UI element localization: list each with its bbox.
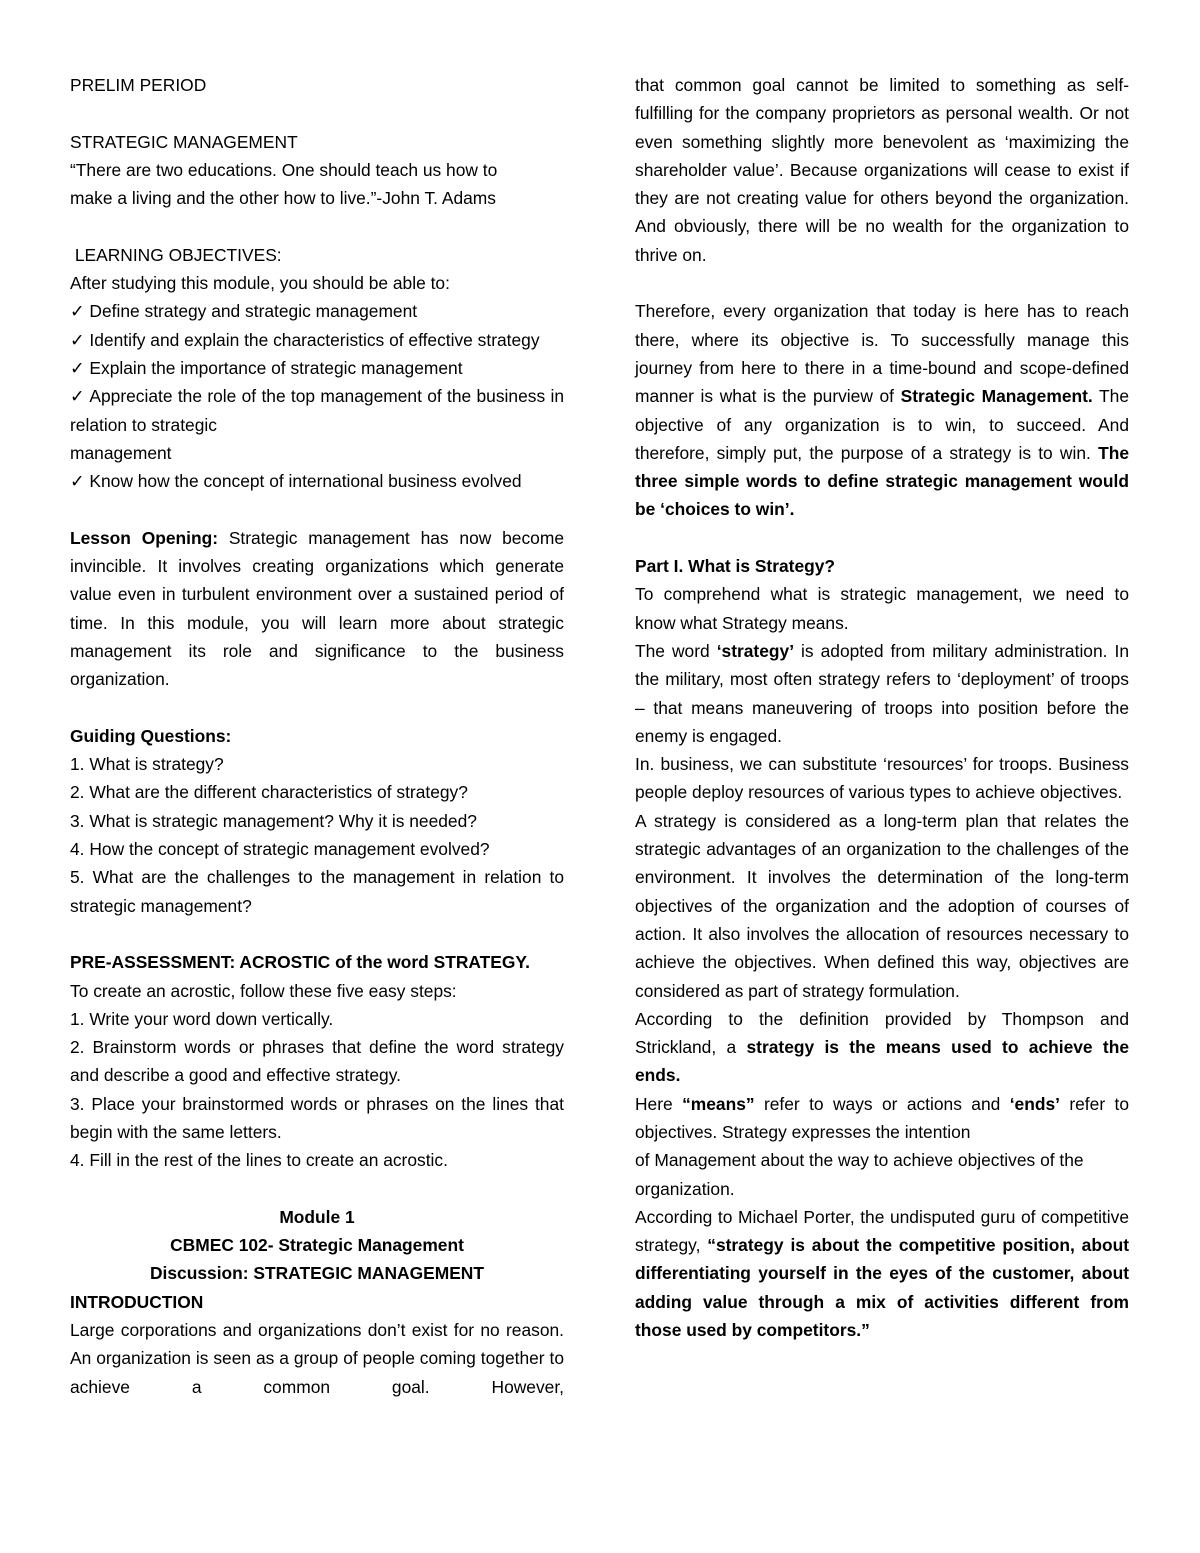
objectives-heading: LEARNING OBJECTIVES: xyxy=(70,244,282,265)
introduction-heading: INTRODUCTION xyxy=(70,1291,204,1312)
introduction-text: Large corporations and organizations don’t exist for no reason. An organization is seen as a group of people coming together to achieve a common goal. However, xyxy=(70,1320,564,1397)
part1-paragraph: Here “means” refer to ways or actions and ‘ends’ refer to objectives. Strategy expresses the intention xyxy=(635,1093,1129,1142)
module-title: Module 1 xyxy=(279,1206,355,1227)
objectives-intro: After studying this module, you should be able to: xyxy=(70,273,450,294)
objective-item: management xyxy=(70,442,172,463)
part1-paragraph: A strategy is considered as a long-term plan that relates the strategic advantages of an organization to the challenges of the environment. It involves the determination of the long-term objectives of the organization and the adoption of courses of action. It also involves the allocation of resources necessary to achieve the objectives. When defined this way, objectives are considered as part of strategy formulation. xyxy=(635,810,1129,1001)
guiding-question: 3. What is strategic management? Why it is needed? xyxy=(70,810,477,831)
lesson-opening xyxy=(70,524,564,694)
objective-item: ✓ Identify and explain the characteristics of effective strategy xyxy=(70,329,540,350)
part1-paragraph: To comprehend what is strategic management, we need to know what Strategy means. xyxy=(635,584,1129,633)
objective-item: ✓ Define strategy and strategic management xyxy=(70,301,418,322)
lesson-opening-text: Strategic management has now become invincible. It involves creating organizations which generate value even in turbulent environment over a sustained period of time. In this module, you will learn more about strategic management its role and significance to the business organization. xyxy=(70,527,565,690)
preassessment-heading: PRE-ASSESSMENT: ACROSTIC of the word STRATEGY. xyxy=(70,952,530,973)
preassessment-intro: To create an acrostic, follow these five easy steps: xyxy=(70,980,457,1001)
objective-item: ✓ Appreciate the role of the top management of the business in relation to strategic xyxy=(70,386,564,435)
objective-item: ✓ Know how the concept of international business evolved xyxy=(70,471,522,492)
course-title: CBMEC 102- Strategic Management xyxy=(170,1235,464,1256)
preassessment-step: 2. Brainstorm words or phrases that define the word strategy and describe a good and effective strategy. xyxy=(70,1037,564,1086)
discussion-title: Discussion: STRATEGIC MANAGEMENT xyxy=(150,1263,484,1284)
preassessment-step: 4. Fill in the rest of the lines to create an acrostic. xyxy=(70,1150,448,1171)
quote-line-2: make a living and the other how to live.”-John T. Adams xyxy=(70,188,496,209)
guiding-heading: Guiding Questions: xyxy=(70,725,232,746)
guiding-question: 2. What are the different characteristics of strategy? xyxy=(70,782,468,803)
lesson-opening-label: Lesson Opening: xyxy=(70,527,219,548)
part1-heading: Part I. What is Strategy? xyxy=(635,556,836,577)
left-column xyxy=(70,71,564,1401)
preassessment-step: 3. Place your brainstormed words or phrases on the lines that begin with the same letters. xyxy=(70,1093,564,1142)
quote-line-1: “There are two educations. One should teach us how to xyxy=(70,159,498,180)
part1-paragraph: According to the definition provided by Thompson and Strickland, a strategy is the means used to achieve the ends. xyxy=(635,1008,1129,1086)
part1-paragraph: The word ‘strategy’ is adopted from military administration. In the military, most often strategy refers to ‘deployment’ of troops – that means maneuvering of troops into position before the enemy is engaged. xyxy=(635,640,1129,746)
paragraph-common-goal: that common goal cannot be limited to something as self-fulfilling for the company proprietors as personal wealth. Or not even something slightly more benevolent as ‘maximizing the shareholder value’. Because organizations will cease to exist if they are not creating value for others beyond the organization. And obviously, there will be no wealth for the organization to thrive on. xyxy=(635,75,1129,265)
objective-item: ✓ Explain the importance of strategic management xyxy=(70,357,463,378)
paragraph-purview: Therefore, every organization that today is here has to reach there, where its objective is. To successfully manage this journey from here to there in a time-bound and scope-defined manner is what is the purview of Strategic Management. The objective of any organization is to win, to succeed. And therefore, simply put, the purpose of a strategy is to win. The three simple words to define strategic management would be ‘choices to win’. xyxy=(635,301,1129,520)
choices-to-win-statement: The three simple words to define strategic management would be ‘choices to win’. xyxy=(635,442,1129,520)
guiding-question: 1. What is strategy? xyxy=(70,754,224,775)
subject-title: STRATEGIC MANAGEMENT xyxy=(70,131,298,152)
part1-paragraph: In. business, we can substitute ‘resources’ for troops. Business people deploy resources of various types to achieve objectives. xyxy=(635,754,1129,803)
guiding-question: 5. What are the challenges to the management in relation to strategic management? xyxy=(70,867,564,916)
porter-quote: “strategy is about the competitive position, about differentiating yourself in the eyes of the customer, about adding value through a mix of activities different from those used by competitors.” xyxy=(635,1235,1129,1341)
preassessment-step: 1. Write your word down vertically. xyxy=(70,1008,334,1029)
guiding-question: 4. How the concept of strategic management evolved? xyxy=(70,839,490,860)
strategic-management-term: Strategic Management. xyxy=(900,386,1093,407)
part1-paragraph: According to Michael Porter, the undisputed guru of competitive strategy, “strategy is about the competitive position, about differentiating yourself in the eyes of the customer, about adding value through a mix of activities different from those used by competitors.” xyxy=(635,1206,1129,1341)
part1-paragraph: of Management about the way to achieve objectives of the organization. xyxy=(635,1150,1084,1199)
right-column xyxy=(635,71,1129,1344)
period-label: PRELIM PERIOD xyxy=(70,75,207,95)
